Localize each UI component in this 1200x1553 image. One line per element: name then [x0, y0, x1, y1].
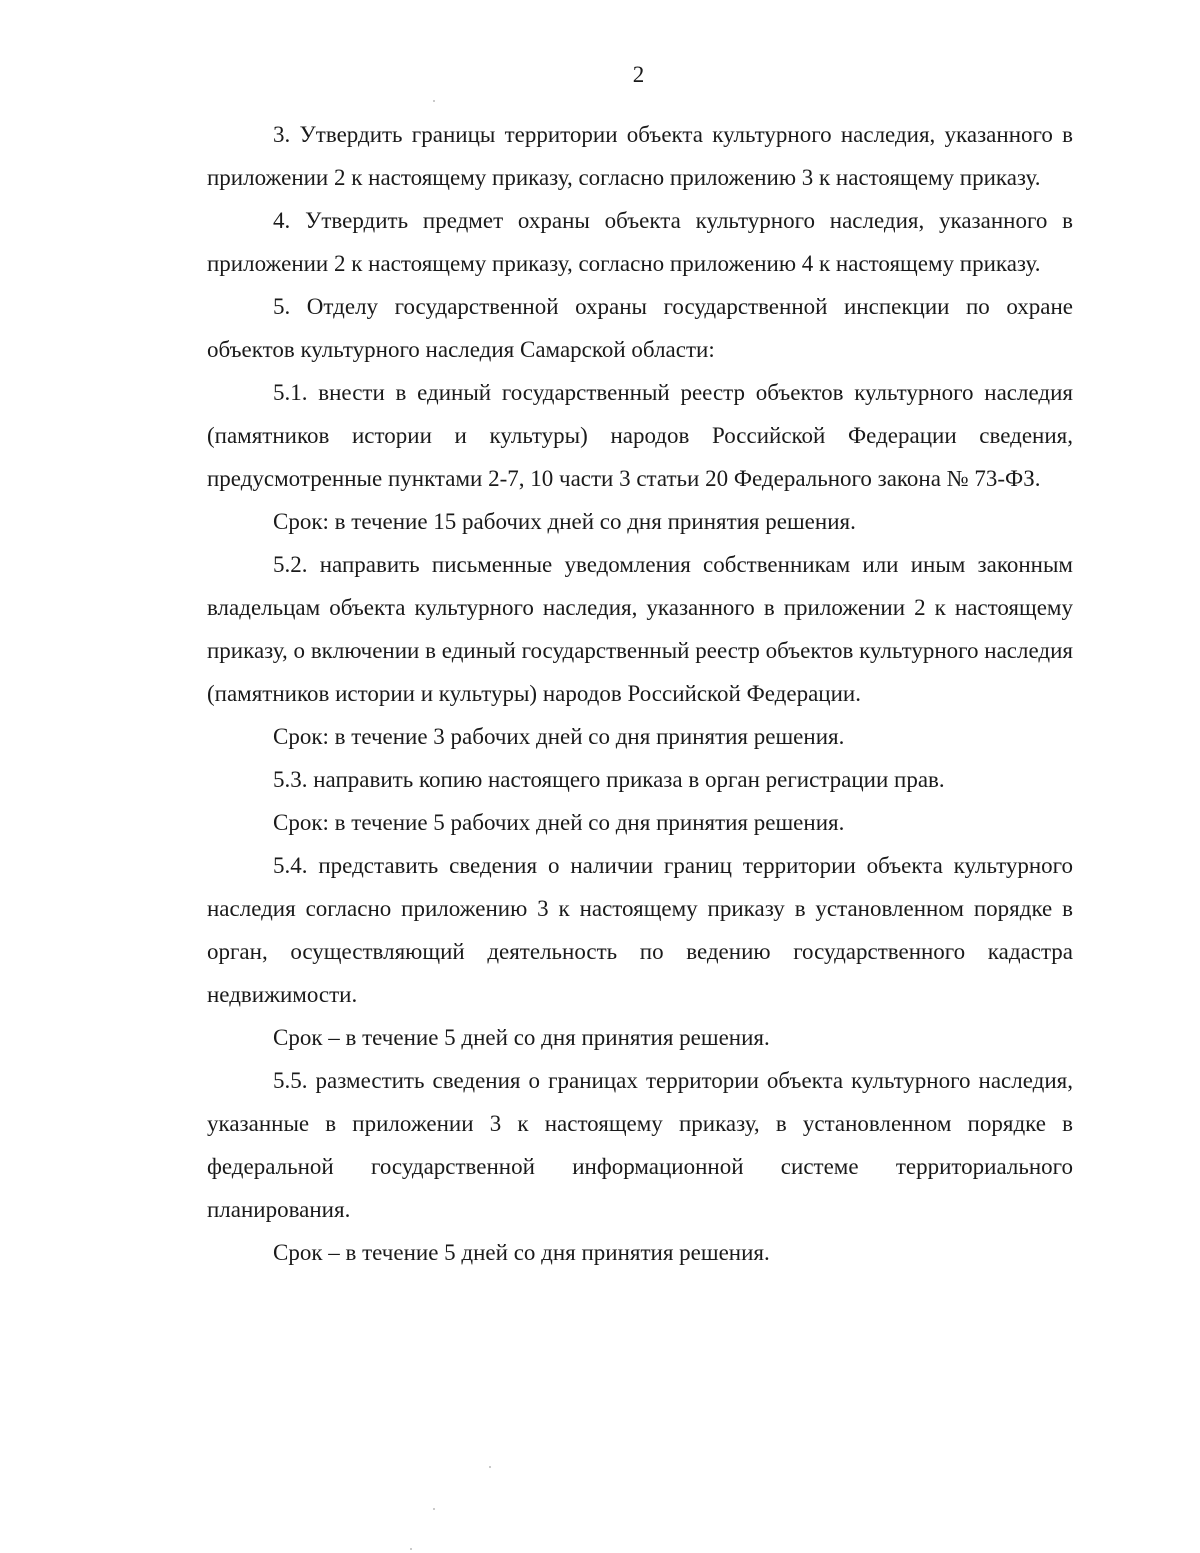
paragraph-item-5: 5. Отделу государственной охраны государственной инспекции по охране объектов культурного наследия Самарской области: — [207, 294, 1073, 362]
page-number: 2 — [632, 62, 645, 87]
scan-speck — [489, 1466, 491, 1468]
scan-speck — [433, 1508, 435, 1510]
paragraph-item-5-3: 5.3. направить копию настоящего приказа в орган регистрации прав. — [273, 767, 945, 792]
scan-speck — [433, 100, 435, 102]
term-5-1: Срок: в течение 15 рабочих дней со дня принятия решения. — [273, 509, 856, 534]
paragraph-item-4: 4. Утвердить предмет охраны объекта культурного наследия, указанного в приложении 2 к настоящему приказу, согласно приложению 4 к настоящему приказу. — [207, 208, 1073, 276]
term-5-2: Срок: в течение 3 рабочих дней со дня принятия решения. — [273, 724, 845, 749]
paragraph-item-5-5: 5.5. разместить сведения о границах территории объекта культурного наследия, указанные в приложении 3 к настоящему приказу, в установленном порядке в федеральной государственной информационной системе территориального планирования. — [207, 1068, 1073, 1222]
paragraph-item-3: 3. Утвердить границы территории объекта культурного наследия, указанного в приложении 2 к настоящему приказу, согласно приложению 3 к настоящему приказу. — [207, 122, 1073, 190]
paragraph-item-5-4: 5.4. представить сведения о наличии границ территории объекта культурного наследия согласно приложению 3 к настоящему приказу в установленном порядке в орган, осуществляющий деятельность по ведению государственного кадастра недвижимости. — [207, 853, 1073, 1007]
paragraph-item-5-1: 5.1. внести в единый государственный реестр объектов культурного наследия (памятников истории и культуры) народов Российской Федерации сведения, предусмотренные пунктами 2-7, 10 части 3 статьи 20 Федерального закона № 73-ФЗ. — [207, 380, 1073, 491]
scan-speck — [410, 1548, 412, 1550]
term-5-3: Срок: в течение 5 рабочих дней со дня принятия решения. — [273, 810, 845, 835]
term-5-4: Срок – в течение 5 дней со дня принятия решения. — [273, 1025, 770, 1050]
term-5-5: Срок – в течение 5 дней со дня принятия решения. — [273, 1240, 770, 1265]
document-body — [207, 113, 1073, 1274]
paragraph-item-5-2: 5.2. направить письменные уведомления собственникам или иным законным владельцам объекта культурного наследия, указанного в приложении 2 к настоящему приказу, о включении в единый государственный реестр объектов культурного наследия (памятников истории и культуры) народов Российской Федерации. — [207, 552, 1073, 706]
